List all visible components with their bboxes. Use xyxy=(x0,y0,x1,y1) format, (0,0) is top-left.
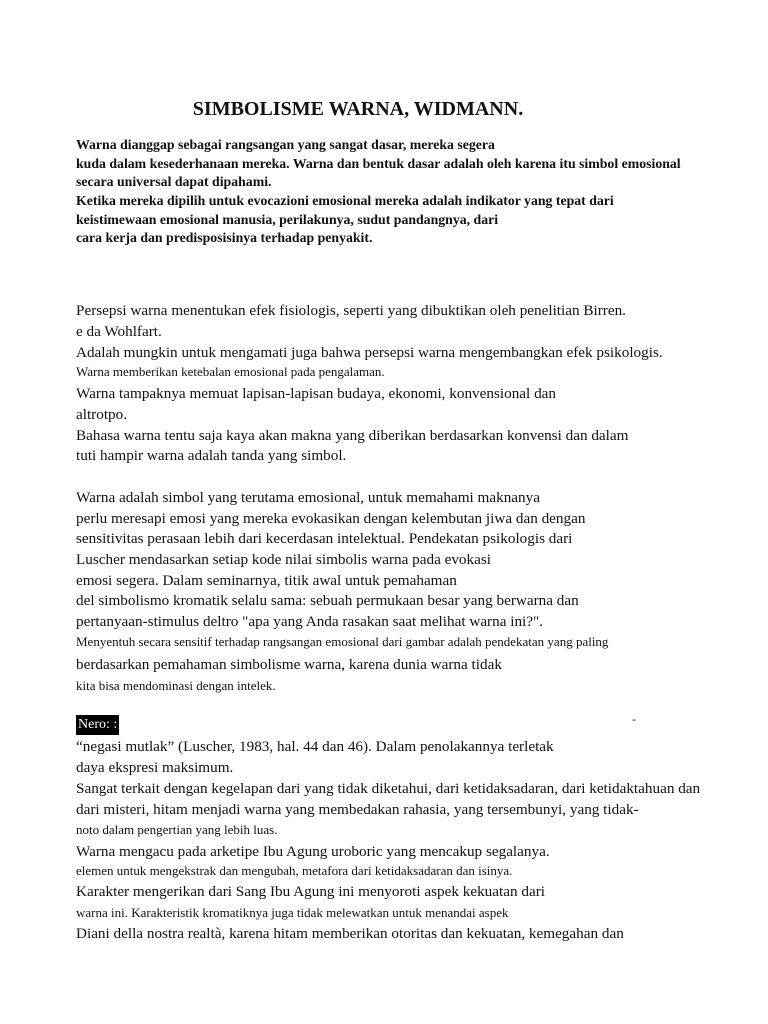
body-line: Adalah mungkin untuk mengamati juga bahwa persepsi warna mengembangkan efek psikologis. xyxy=(76,344,663,361)
body-line: e da Wohlfart. xyxy=(76,323,162,340)
dash-mark: - xyxy=(632,712,636,726)
body-line: Warna memberikan ketebalan emosional pada pengalaman. xyxy=(76,364,385,379)
body-line: sensitivitas perasaan lebih dari kecerdasan intelektual. Pendekatan psikologis dari xyxy=(76,530,573,547)
body-line: kita bisa mendominasi dengan intelek. xyxy=(76,678,276,693)
body-line: elemen untuk mengekstrak dan mengubah, metafora dari ketidaksadaran dan isinya. xyxy=(76,863,513,878)
body-line: dari misteri, hitam menjadi warna yang membedakan rahasia, yang tersembunyi, yang tidak- xyxy=(76,801,639,818)
body-line: Karakter mengerikan dari Sang Ibu Agung ini menyoroti aspek kekuatan dari xyxy=(76,883,545,900)
body-line: altrotpo. xyxy=(76,406,128,423)
intro-line: kuda dalam kesederhanaan mereka. Warna dan bentuk dasar adalah oleh karena itu simbol emosional xyxy=(76,156,681,171)
body-line: Warna mengacu pada arketipe Ibu Agung uroboric yang mencakup segalanya. xyxy=(76,843,550,860)
body-line: Diani della nostra realtà, karena hitam memberikan otoritas dan kekuatan, kemegahan dan xyxy=(76,925,624,942)
intro-line: keistimewaan emosional manusia, perilakunya, sudut pandangnya, dari xyxy=(76,212,499,227)
body-line: Sangat terkait dengan kegelapan dari yang tidak diketahui, dari ketidaksadaran, dari ketidaktahuan dan xyxy=(76,780,701,797)
body-line: “negasi mutlak” (Luscher, 1983, hal. 44 dan 46). Dalam penolakannya terletak xyxy=(76,738,554,755)
intro-line: Ketika mereka dipilih untuk evocazioni emosional mereka adalah indikator yang tepat dari xyxy=(76,193,614,208)
body-line: Warna adalah simbol yang terutama emosional, untuk memahami maknanya xyxy=(76,489,540,506)
body-line: noto dalam pengertian yang lebih luas. xyxy=(76,822,278,837)
body-line: Luscher mendasarkan setiap kode nilai simbolis warna pada evokasi xyxy=(76,551,491,568)
intro-line: Warna dianggap sebagai rangsangan yang sangat dasar, mereka segera xyxy=(76,137,495,152)
intro-line: cara kerja dan predisposisinya terhadap penyakit. xyxy=(76,230,373,245)
body-line: tuti hampir warna adalah tanda yang simbol. xyxy=(76,447,347,464)
body-line: perlu meresapi emosi yang mereka evokasikan dengan kelembutan jiwa dan dengan xyxy=(76,510,586,527)
body-line: pertanyaan-stimulus deltro "apa yang Anda rasakan saat melihat warna ini?". xyxy=(76,613,544,630)
body-line: Bahasa warna tentu saja kaya akan makna yang diberikan berdasarkan konvensi dan dalam xyxy=(76,427,629,444)
body-line: Warna tampaknya memuat lapisan-lapisan budaya, ekonomi, konvensional dan xyxy=(76,385,556,402)
body-line: del simbolismo kromatik selalu sama: sebuah permukaan besar yang berwarna dan xyxy=(76,592,579,609)
body-line: daya ekspresi maksimum. xyxy=(76,759,234,776)
body-line: warna ini. Karakteristik kromatiknya juga tidak melewatkan untuk menandai aspek xyxy=(76,905,509,920)
body-line: emosi segera. Dalam seminarnya, titik awal untuk pemahaman xyxy=(76,572,457,589)
body-line: Menyentuh secara sensitif terhadap rangsangan emosional dari gambar adalah pendekatan yang paling xyxy=(76,634,609,649)
body-line: Persepsi warna menentukan efek fisiologis, seperti yang dibuktikan oleh penelitian Birren. xyxy=(76,302,626,319)
nero-heading-label: Nero: : xyxy=(76,715,119,735)
page-title: SIMBOLISME WARNA, WIDMANN. xyxy=(192,98,524,120)
body-line: berdasarkan pemahaman simbolisme warna, karena dunia warna tidak xyxy=(76,656,502,673)
intro-line: secara universal dapat dipahami. xyxy=(76,174,272,189)
